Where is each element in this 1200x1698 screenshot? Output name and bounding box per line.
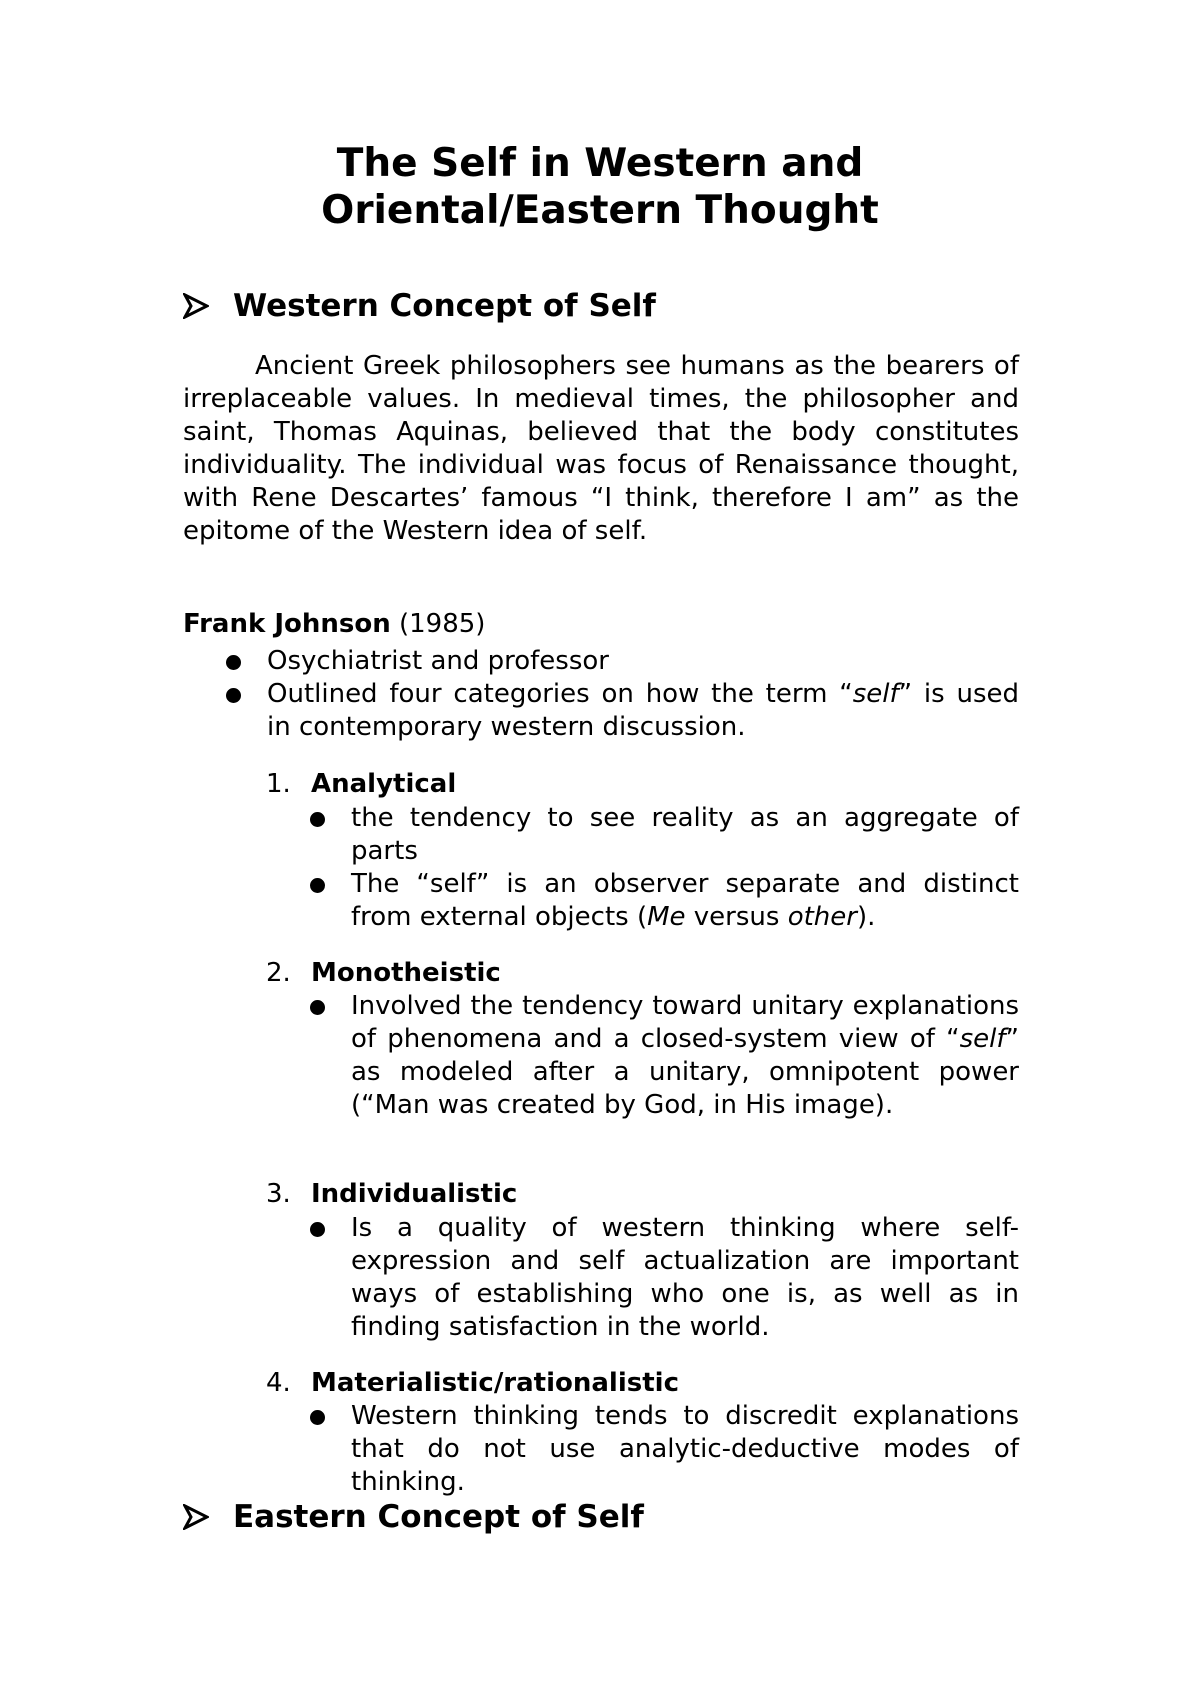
bullet-text: ). [856, 902, 876, 932]
category-heading [266, 1367, 679, 1400]
list-item [310, 802, 1019, 868]
title-line-2: Oriental/Eastern Thought [321, 188, 879, 233]
bullet-dot-icon [310, 1410, 325, 1425]
list-item [310, 1212, 1019, 1344]
category-number: 2. [266, 958, 291, 988]
author-line [183, 608, 485, 641]
bullet-text: Outlined four categories on how the term “ [267, 679, 853, 709]
arrow-bullet-icon [183, 1504, 209, 1530]
emphasis-other: other [787, 902, 857, 932]
category-number: 1. [266, 769, 291, 799]
emphasis-self: self [959, 1024, 1006, 1054]
category-bullet-list [310, 1400, 1019, 1499]
bullet-text: Western thinking tends to discredit explanations that do not use analytic-deductive modes of thinking. [351, 1401, 1019, 1497]
list-item [310, 868, 1019, 934]
title-line-1: The Self in Western and [336, 141, 864, 186]
emphasis-me: Me [647, 902, 686, 932]
category-name: Monotheistic [311, 958, 501, 988]
author-name: Frank Johnson [183, 609, 391, 639]
bullet-text: Is a quality of western thinking where self-expression and self actualization are important ways of establishing who one is, as well as in finding satisfaction in the world. [351, 1213, 1019, 1342]
category-name: Materialistic/rationalistic [311, 1368, 679, 1398]
list-item [226, 678, 1019, 744]
category-bullet-list [310, 990, 1019, 1122]
bullet-dot-icon [226, 655, 241, 670]
bullet-dot-icon [310, 812, 325, 827]
arrow-bullet-icon [183, 293, 209, 319]
bullet-text: Involved the tendency toward unitary explanations of phenomena and a closed-system view of “ [351, 991, 1019, 1054]
author-bullet-list [226, 645, 1019, 744]
bullet-text: versus [685, 902, 788, 932]
emphasis-self: self [852, 679, 899, 709]
bullet-dot-icon [310, 1000, 325, 1015]
list-item [310, 990, 1019, 1122]
category-name: Analytical [311, 769, 457, 799]
category-heading [266, 957, 501, 990]
bullet-text: the tendency to see reality as an aggregate of parts [351, 803, 1019, 866]
category-heading [266, 1178, 517, 1211]
document-title [0, 140, 1200, 234]
list-item [310, 1400, 1019, 1499]
western-paragraph: Ancient Greek philosophers see humans as the bearers of irreplaceable values. In medieval times, the philosopher and saint, Thomas Aquinas, believed that the body constitutes individuality. The individual was focus of Renaissance thought, with Rene Descartes’ famous “I think, therefore I am” as the epitome of the Western idea of self. [183, 351, 1019, 546]
category-bullet-list [310, 802, 1019, 934]
category-bullet-list [310, 1212, 1019, 1344]
author-year: (1985) [399, 609, 486, 639]
category-number: 4. [266, 1368, 291, 1398]
bullet-text: ” is used in contemporary western discussion. [267, 679, 1019, 742]
category-number: 3. [266, 1179, 291, 1209]
eastern-heading-text: Eastern Concept of Self [233, 1499, 644, 1535]
western-heading-text: Western Concept of Self [233, 288, 656, 324]
bullet-dot-icon [310, 878, 325, 893]
western-heading [183, 287, 1083, 325]
bullet-text: ” as modeled after a unitary, omnipotent power (“Man was created by God, in His image). [351, 1024, 1019, 1120]
bullet-text: The “self” is an observer separate and distinct from external objects ( [351, 869, 1019, 932]
list-item [226, 645, 1019, 678]
category-name: Individualistic [311, 1179, 518, 1209]
category-heading [266, 768, 456, 801]
bullet-dot-icon [310, 1222, 325, 1237]
eastern-heading [183, 1498, 1083, 1536]
bullet-dot-icon [226, 688, 241, 703]
bullet-text: Osychiatrist and professor [267, 646, 609, 676]
